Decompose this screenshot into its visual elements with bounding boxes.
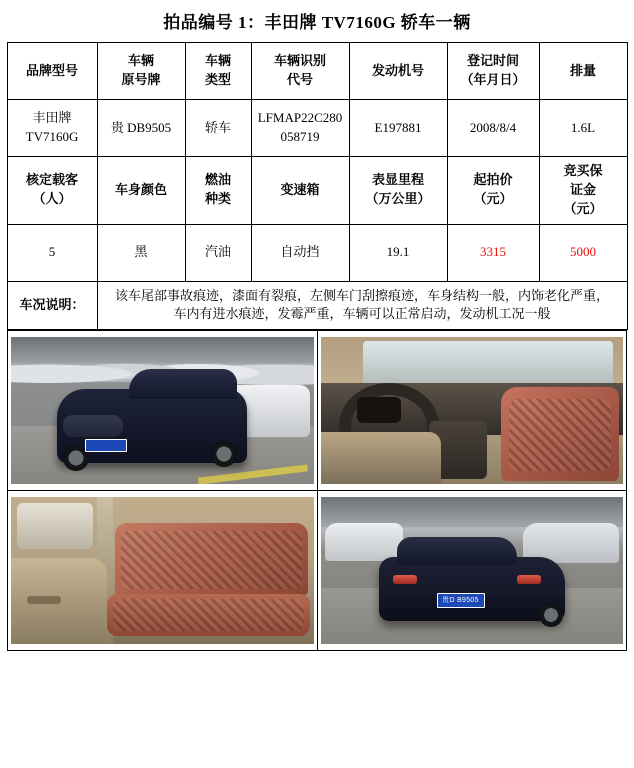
tail-light-right [517,575,541,584]
background-car-left [325,523,403,561]
rear-wheel [539,603,563,627]
header-body-color: 车身颜色 [97,157,185,225]
vehicle-info-table [7,42,628,330]
driver-door-panel [321,432,441,484]
table-row-values-1 [7,100,627,157]
front-three-quarter-view [11,337,314,484]
photo-row-1 [8,331,627,491]
rear-seat-back [115,523,308,595]
value-seating-capacity: 5 [7,224,97,281]
header-vin: 车辆识别 代号 [251,43,349,100]
door-armrest [27,596,61,604]
rear-license-plate: 贵D B9505 [437,593,485,608]
header-original-plate: 车辆 原号牌 [97,43,185,100]
condition-line-1: 该车尾部事故痕迹，漆面有裂痕，左侧车门刮擦痕迹，车身结构一般，内饰老化严重， [114,287,609,303]
condition-line-2: 车内有进水痕迹，发霉严重，车辆可以正常启动，发动机工况一般 [173,306,551,322]
photo-row-2 [8,491,627,651]
value-fuel-type: 汽油 [185,224,251,281]
header-starting-price: 起拍价 （元） [447,157,539,225]
front-passenger-seat [501,387,619,481]
front-license-plate [85,439,127,452]
rear-three-quarter-view [321,497,624,644]
rear-seat-cushion [107,594,310,636]
value-engine-number: E197881 [349,100,447,157]
header-seating-capacity: 核定载客 （人） [7,157,97,225]
instrument-cluster [357,397,401,423]
interior-dashboard-view [321,337,624,484]
condition-description [97,281,627,330]
photo-cell-rear [317,491,627,651]
value-displacement: 1.6L [539,100,627,157]
value-original-plate: 贵 DB9505 [97,100,185,157]
tail-light-left [393,575,417,584]
header-bid-deposit: 竞买保 证金 （元） [539,157,627,225]
header-displacement: 排量 [539,43,627,100]
value-vehicle-type: 轿车 [185,100,251,157]
header-transmission: 变速箱 [251,157,349,225]
photo-cell-front [8,331,318,491]
header-odometer: 表显里程 （万公里） [349,157,447,225]
table-row-condition [7,281,627,330]
condition-label: 车况说明： [7,281,97,330]
header-engine-number: 发动机号 [349,43,447,100]
table-row-header-2 [7,157,627,225]
page-title: 拍品编号 1：丰田牌 TV7160G 轿车一辆 [163,13,471,32]
header-registration-date: 登记时间 （年月日） [447,43,539,100]
value-starting-price: 3315 [447,224,539,281]
header-brand-model: 品牌型号 [7,43,97,100]
value-registration-date: 2008/8/4 [447,100,539,157]
value-body-color: 黑 [97,224,185,281]
rear-interior-seats-view [11,497,314,644]
header-fuel-type: 燃油 种类 [185,157,251,225]
photo-cell-dashboard [317,331,627,491]
value-vin: LFMAP22C280 058719 [251,100,349,157]
value-brand-model: 丰田牌 TV7160G [7,100,97,157]
value-odometer: 19.1 [349,224,447,281]
rear-window [17,503,93,549]
table-row-values-2 [7,224,627,281]
value-transmission: 自动挡 [251,224,349,281]
table-row-header-1 [7,43,627,100]
vehicle-photo-grid [7,330,627,651]
subject-car-body [379,557,565,621]
header-vehicle-type: 车辆 类型 [185,43,251,100]
photo-cell-rear-interior [8,491,318,651]
value-bid-deposit: 5000 [539,224,627,281]
